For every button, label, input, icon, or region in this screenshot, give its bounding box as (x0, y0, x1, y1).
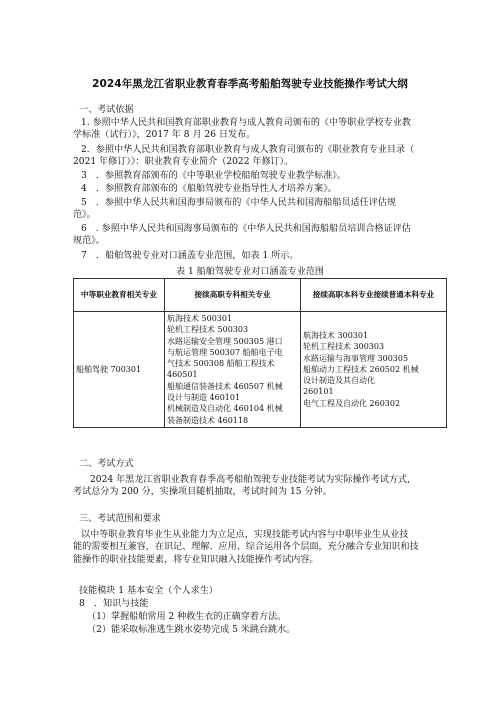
section-heading-basis: 一、考试依据 (79, 105, 134, 115)
undergraduate-major-line: 航海技术 300301 (303, 330, 369, 340)
basis-item-1-line-1: 1. 参照中华人民共和国教育部职业教育与成人教育司颁布的《中等职业学校专业教 (81, 118, 411, 128)
section-heading-method: 二、考试方式 (79, 459, 134, 469)
undergraduate-major-line: 水路运输与海事管理 300305 (303, 353, 409, 363)
basis-item-3 (73, 170, 445, 182)
vocational-major-line: 装备制造技术 460118 (167, 415, 249, 425)
basis-item-6-line-2: 规范》。 (73, 236, 105, 247)
basis-item-4-line-1: 4 ．参照教育部颁布的《船舶驾驶专业指导性人才培养方案》。 (81, 184, 337, 194)
vocational-major-line: 设计与制造 460101 (167, 393, 241, 403)
undergraduate-major-line: 电气工程及自动化 260302 (303, 398, 401, 408)
method-line-1: 2024 年黑龙江省职业教育春季高考船舶驾驶专业技能考试为实际操作考试方式， (90, 475, 417, 485)
vocational-major-line: 轮机工程技术 500303 (167, 325, 249, 335)
vocational-major-line: 水路运输安全管理 500305 港口 (167, 336, 283, 346)
page-title: 2024年黑龙江省职业教育春季高考船舶驾驶专业技能操作考试大纲 (92, 78, 408, 90)
scope-paragraph (73, 529, 445, 566)
section-heading-scope: 三、考试范围和要求 (79, 514, 161, 524)
basis-item-4 (73, 183, 445, 195)
vocational-major-line: 460501 (167, 370, 198, 380)
basis-item-2-line-1: 2．参照中华人民共和国教育部职业教育与成人教育司颁布的《职业教育专业目录（ (81, 145, 415, 155)
module-item-2: （2）能采取标准逃生跳水姿势完成 5 米跳台跳水。 (87, 625, 296, 635)
scope-line-2: 能的需要相互兼容，在识记、理解、应用、综合运用各个层面，充分融合专业知识和技 (73, 542, 419, 553)
method-paragraph (73, 474, 445, 499)
major-scope-table (73, 278, 447, 428)
table-header-secondary: 中等职业教育相关专业 (74, 279, 165, 312)
vocational-major-line: 船舶通信装备技术 460507 机械 (167, 381, 283, 391)
basis-item-7 (73, 250, 445, 262)
undergraduate-major-line: 船舶动力工程技术 260502 机械 (303, 364, 419, 374)
table-cell-vocational-majors (165, 312, 301, 428)
basis-item-5 (73, 197, 445, 222)
table-row (74, 312, 447, 428)
undergraduate-major-line: 轮机工程技术 300303 (303, 342, 385, 352)
vocational-major-line: 航海技术 500301 (167, 314, 233, 323)
basis-item-1-line-2: 学标准（试行）》，2017 年 8 月 26 日发布。 (73, 130, 256, 141)
module-subtitle: 8 ．知识与技能 (79, 599, 149, 609)
table-header-row (74, 279, 447, 312)
basis-item-6-line-1: 6 . 参照中华人民共和国海事局颁布的《中华人民共和国海船船员培训合格证评估 (81, 224, 411, 234)
basis-item-2 (73, 144, 445, 169)
vocational-major-line: 机械制造及自动化 460104 机械 (167, 404, 283, 414)
table-header-undergraduate (301, 279, 447, 312)
undergraduate-major-line: 设计制造及其自动化 (303, 376, 375, 386)
basis-item-2-line-2: 2021 年修订）》：职业教育专业简介（2022 年修订）。 (73, 157, 294, 168)
basis-item-7-line-1: 7 ．船舶驾驶专业对口涵盖专业范围，如表 1 所示。 (81, 251, 299, 261)
basis-item-6 (73, 223, 445, 248)
module-item-1: （1）掌握船舶常用 2 种救生衣的正确穿着方法。 (87, 612, 287, 622)
basis-item-1 (73, 117, 445, 142)
scope-line-3: 能操作的职业技能要素，将专业知识融入技能操作考试内容。 (73, 554, 319, 565)
basis-item-5-line-2: 范》。 (73, 210, 96, 221)
undergraduate-major-line: 260101 (303, 387, 334, 397)
table-header-undergraduate-text: 接续高职本科专业接续普通本科专业 (312, 290, 435, 299)
basis-item-3-line-1: 3 ．参照教育部颁布的《中等职业学校船舶驾驶专业教学标准》。 (81, 171, 346, 181)
basis-item-5-line-1: 5 ．参照中华人民共和国海事局颁布的《中华人民共和国海船船员适任评估规 (81, 198, 396, 208)
vocational-major-line: 气技术 500308 船舶工程技术 (167, 359, 275, 369)
module-title: 技能模块 1 基本安全（个人求生） (79, 586, 218, 596)
table-caption: 表 1 船舶驾驶专业对口涵盖专业范围 (176, 267, 324, 277)
table-header-vocational: 接续高职专科相关专业 (165, 279, 301, 312)
table-cell-undergraduate-majors (301, 312, 447, 428)
scope-line-1: 以中等职业教育毕业生从业能力为立足点，实现技能考试内容与中职毕业生从业技 (81, 530, 409, 540)
method-line-2: 考试总分为 200 分，实操项目随机抽取，考试时间为 15 分钟。 (73, 487, 332, 498)
table-cell-secondary-major: 船舶驾驶 700301 (74, 312, 165, 428)
vocational-major-line: 与航运管理 500307 船舶电子电 (167, 347, 283, 357)
